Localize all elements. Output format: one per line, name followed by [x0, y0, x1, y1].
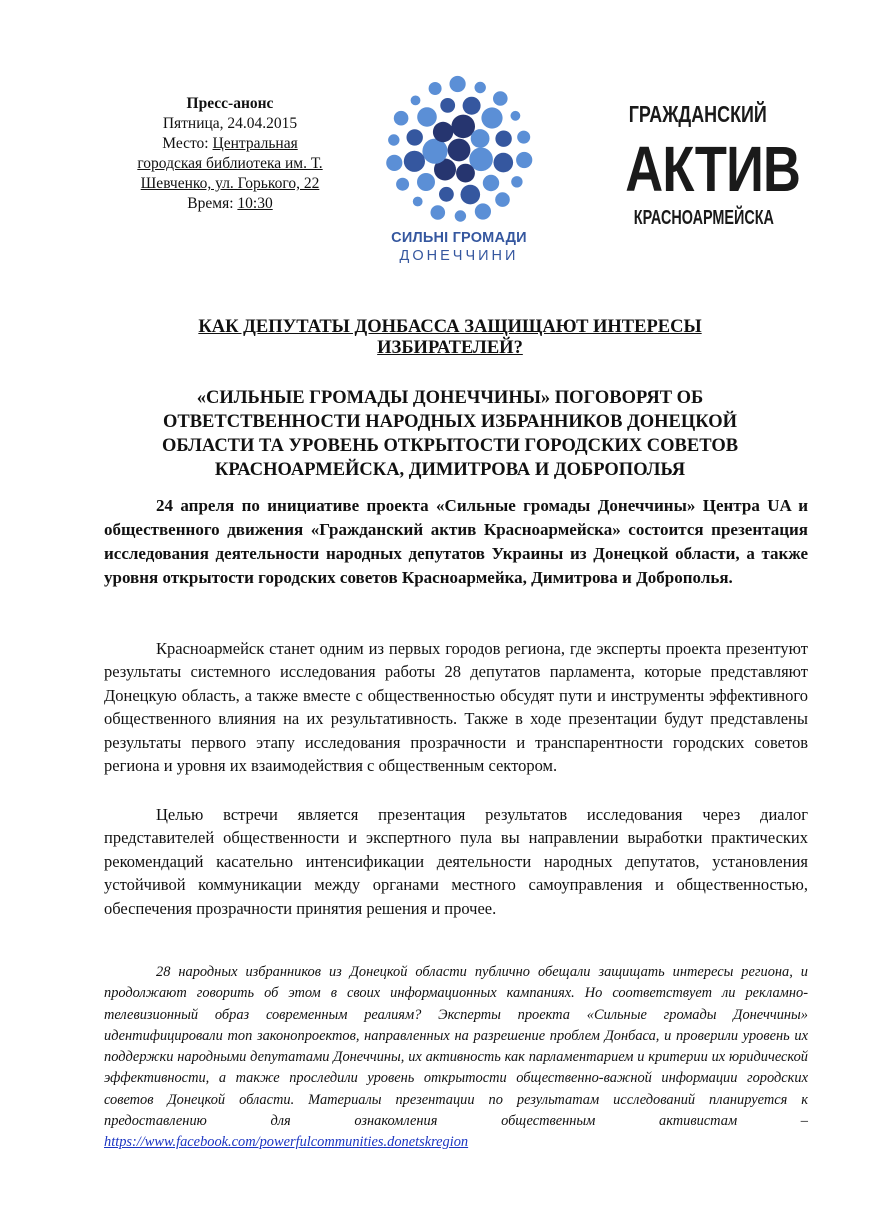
logo-dot — [448, 139, 471, 162]
place-label: Место: — [162, 135, 213, 152]
body-paragraph-2: Целью встречи является презентация результатов исследования через диалог представителей общественности и экспертного пула вы направлении выработки практических рекомендаций касательно интенсификации деятельности народных депутатов, установления устойчивой коммуникации между органами местного самоуправления и общественностью, обеспечения прозрачности принятия решения и прочее. — [104, 805, 808, 918]
logo-dot — [456, 164, 475, 183]
logo-dot — [451, 115, 475, 139]
logo-right-line-1: ГРАЖДАНСКИЙ — [628, 101, 767, 127]
logo-dot — [475, 203, 491, 219]
logo-dot — [411, 96, 421, 106]
italic-note — [104, 962, 808, 1154]
time-value: 10:30 — [237, 195, 273, 212]
logo-dot — [494, 153, 514, 173]
logo-dot — [439, 187, 454, 202]
announce-title: Пресс-анонс — [186, 95, 274, 112]
announce-date: Пятница, 24.04.2015 — [162, 115, 298, 132]
logo-dot — [422, 139, 447, 164]
facebook-link[interactable]: https://www.facebook.com/powerfulcommunities.donetskregion — [104, 1134, 469, 1151]
place-line-2: городская библиотека им. Т. — [137, 155, 323, 172]
logo-dot — [455, 210, 466, 221]
logo-dot — [417, 173, 435, 191]
logo-dot — [396, 178, 409, 191]
logo-dot — [511, 111, 521, 121]
logo-dot — [483, 175, 499, 191]
logo-dot — [404, 151, 425, 172]
civic-active-logo — [610, 100, 801, 230]
logo-dot — [516, 152, 532, 168]
logo-dot — [417, 107, 437, 127]
logo-dot — [431, 205, 446, 220]
place-line-1: Центральная — [212, 135, 298, 152]
logo-dot — [429, 82, 442, 95]
logo-dot — [517, 131, 530, 144]
logo-left-line-2: ДОНЕЧЧИНИ — [399, 248, 519, 264]
dot-cluster-icon — [374, 72, 544, 228]
body-paragraph-1: Красноармейск станет одним из первых городов региона, где эксперты проекта презентуют результаты системного исследования работы 28 депутатов парламента, которые представляют Донецкую область, а также вместе с общественностью обсудят пути и инструменты эффективного общественного влияния на их результативность. Также в ходе презентации будут представлены результаты первого этапу исследования прозрачности и транспарентности городских советов региона и уровня их взаимодействия с общественным сектором. — [104, 639, 808, 776]
logo-dot — [386, 155, 402, 171]
announce-time — [104, 194, 356, 214]
logo-dot — [511, 176, 522, 187]
note-text: 28 народных избранников из Донецкой области публично обещали защищать интересы региона, и продолжают говорить об этом в своих информационных кампаниях. Но соответствует ли рекламно-телевизионный образ современным реалиям? Эксперты проекта «Сильные громады Донеччины» идентифицировали топ законопроектов, направленных на разрешение проблем Донбаса, и проверили уровень их поддержки народными депутатами Донеччины, их активность как парламентарием и критерии их юридической эффективности, а также проследили уровень открытости общественно-важной информации городских советов Донецкой области. Материалы презентации по результатам исследований планируется к предоставлению для ознакомления общественным активистам – — [104, 964, 808, 1130]
logo-dot — [461, 185, 481, 205]
logo-dot — [493, 91, 508, 106]
logo-dot — [433, 122, 453, 142]
announce-place — [104, 134, 356, 154]
logo-dot — [481, 107, 502, 128]
logo-dot — [495, 192, 510, 207]
headline: КАК ДЕПУТАТЫ ДОНБАССА ЗАЩИЩАЮТ ИНТЕРЕСЫ ИЗБИРАТЕЛЕЙ? — [198, 317, 702, 358]
place-line-3: Шевченко, ул. Горького, 22 — [140, 175, 320, 192]
time-label: Время: — [187, 195, 238, 212]
logo-dot — [413, 197, 423, 207]
logo-dot — [450, 76, 466, 92]
press-announcement-block — [104, 94, 356, 214]
logo-dot — [471, 129, 490, 148]
logo-dot — [407, 129, 423, 145]
lead-paragraph: 24 апреля по инициативе проекта «Сильные громады Донеччины» Центра UA и общественного движения «Гражданский актив Красноармейска» состоится презентация исследования деятельности народных депутатов Украины из Донецкой области, а также уровня открытости городских советов Красноармейка, Димитрова и Доброполья. — [104, 496, 808, 587]
logo-left-line-1: СИЛЬНІ ГРОМАДИ — [391, 230, 527, 246]
logo-dot — [394, 111, 409, 126]
logo-dot — [440, 98, 455, 113]
logo-dot — [463, 97, 481, 115]
strong-communities-logo — [374, 72, 544, 268]
logo-dot — [475, 82, 486, 93]
logo-right-line-2: АКТИВ — [625, 133, 801, 205]
subheadline: «СИЛЬНЫЕ ГРОМАДЫ ДОНЕЧЧИНЫ» ПОГОВОРЯТ ОБ ОТВЕТСТВЕННОСТИ НАРОДНЫХ ИЗБРАННИКОВ ДОНЕЦКОЙ ОБЛАСТИ ТА УРОВЕНЬ ОТКРЫТОСТИ ГОРОДСКИХ СОВЕТОВ КРАСНОАРМЕЙСКА, ДИМИТРОВА И ДОБРОПОЛЬЯ — [161, 388, 739, 480]
logo-dot — [388, 134, 399, 145]
logo-dot — [495, 131, 511, 147]
logo-right-line-3: КРАСНОАРМЕЙСКА — [633, 207, 774, 229]
